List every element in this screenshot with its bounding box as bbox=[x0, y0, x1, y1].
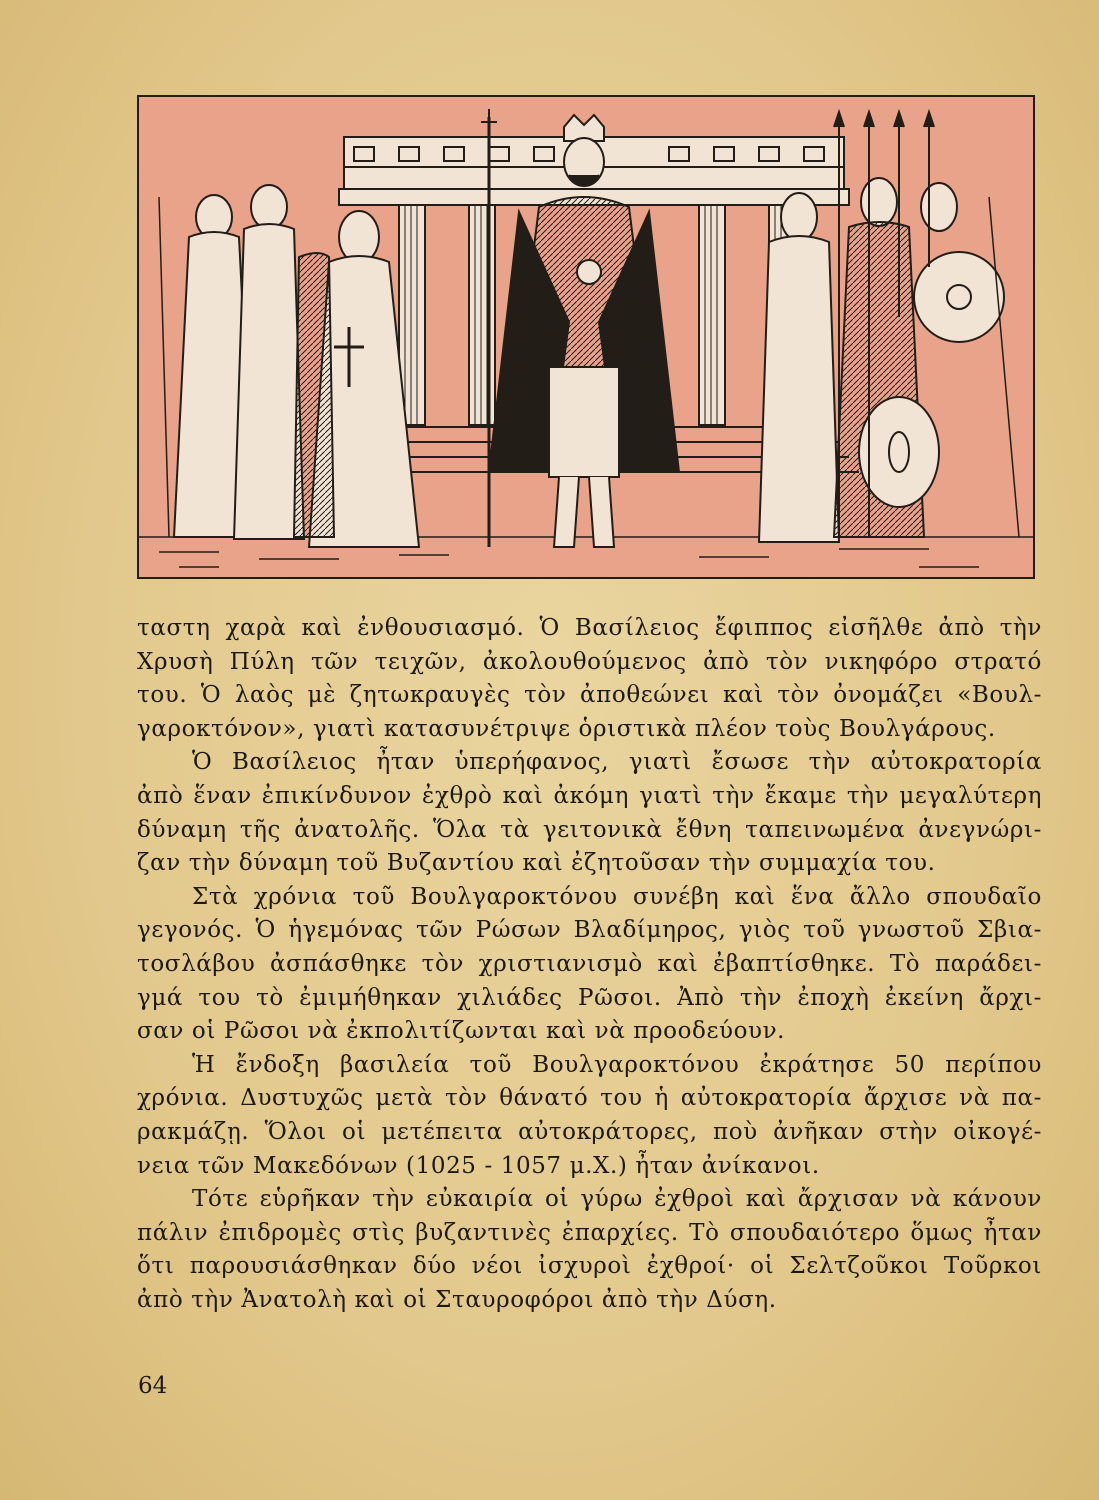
text-line: σαν οἱ Ρῶσοι νὰ ἐκπολιτίζωνται καὶ νὰ προοδεύουν. bbox=[137, 1018, 786, 1045]
text-line: τοσλάβου ἀσπάσθηκε τὸν χριστιανισμὸ καὶ ἐβαπτίσθηκε. Τὸ παράδει- bbox=[137, 950, 1042, 977]
text-line: Ὁ Βασίλειος ἦταν ὑπερήφανος, γιατὶ ἔσωσε τὴν αὐτοκρατορία bbox=[192, 749, 1042, 776]
text-line: ἀπὸ ἕναν ἐπικίνδυνον ἐχθρὸ καὶ ἀκόμη γιατὶ τὴν ἔκαμε τὴν μεγαλύτερη bbox=[137, 782, 1042, 809]
illustration-emperor-entry bbox=[137, 95, 1035, 579]
paragraph bbox=[137, 746, 1042, 880]
text-line: Ἡ ἔνδοξη βασιλεία τοῦ Βουλγαροκτόνου ἐκράτησε 50 περίπου bbox=[192, 1051, 1042, 1078]
text-line: ταστη χαρὰ καὶ ἐνθουσιασμό. Ὁ Βασίλειος ἔφιππος εἰσῆλθε ἀπὸ τὴν bbox=[137, 615, 1042, 641]
page-number: 64 bbox=[138, 1373, 168, 1399]
paragraph bbox=[137, 881, 1042, 1049]
text-line: ὅτι παρουσιάσθηκαν δύο νέοι ἰσχυροὶ ἐχθροί· οἱ Σελτζοῦκοι Τοῦρκοι bbox=[137, 1253, 1042, 1280]
text-line: πάλιν ἐπιδρομὲς στὶς βυζαντινὲς ἐπαρχίες. Τὸ σπουδαιότερο ὅμως ἦταν bbox=[137, 1219, 1042, 1246]
text-line: δύναμη τῆς ἀνατολῆς. Ὅλα τὰ γειτονικὰ ἔθνη ταπεινωμένα ἀνεγνώρι- bbox=[137, 816, 1042, 843]
text-line: του. Ὁ λαὸς μὲ ζητωκραυγὲς τὸν ἀποθεώνει καὶ τὸν ὀνομάζει «Βουλ- bbox=[137, 682, 1042, 709]
text-line: ἀπὸ τὴν Ἀνατολὴ καὶ οἱ Σταυροφόροι ἀπὸ τὴν Δύση. bbox=[137, 1286, 777, 1313]
text-line: χρόνια. Δυστυχῶς μετὰ τὸν θάνατό του ἡ αὐτοκρατορία ἄρχισε νὰ πα- bbox=[137, 1085, 1042, 1112]
paragraph bbox=[137, 1049, 1042, 1183]
text-line: νεια τῶν Μακεδόνων (1025 - 1057 μ.Χ.) ἦταν ἀνίκανοι. bbox=[137, 1152, 820, 1179]
body-text bbox=[137, 612, 1042, 1317]
paragraph bbox=[137, 1183, 1042, 1317]
emperor-entering-city-illustration bbox=[139, 97, 1033, 577]
paragraph bbox=[137, 612, 1042, 746]
text-line: γμά του τὸ ἐμιμήθηκαν χιλιάδες Ρῶσοι. Ἀπὸ τὴν ἐποχὴ ἐκείνη ἄρχι- bbox=[137, 984, 1042, 1011]
text-line: ζαν τὴν δύναμη τοῦ Βυζαντίου καὶ ἐζητοῦσαν τὴν συμμαχία του. bbox=[137, 850, 936, 877]
text-line: Τότε εὑρῆκαν τὴν εὐκαιρία οἱ γύρω ἐχθροὶ καὶ ἄρχισαν νὰ κάνουν bbox=[192, 1186, 1042, 1213]
text-line: γαροκτόνον», γιατὶ κατασυνέτριψε ὁριστικὰ πλέον τοὺς Βουλγάρους. bbox=[137, 715, 996, 742]
text-line: Στὰ χρόνια τοῦ Βουλγαροκτόνου συνέβη καὶ ἕνα ἄλλο σπουδαῖο bbox=[192, 883, 1042, 910]
text-line: Χρυσὴ Πύλη τῶν τειχῶν, ἀκολουθούμενος ἀπὸ τὸν νικηφόρο στρατό bbox=[137, 648, 1042, 675]
text-line: ρακμάζῃ. Ὅλοι οἱ μετέπειτα αὐτοκράτορες, ποὺ ἀνῆκαν στὴν οἰκογέ- bbox=[137, 1118, 1042, 1145]
text-line: γεγονός. Ὁ ἡγεμόνας τῶν Ρώσων Βλαδίμηρος, γιὸς τοῦ γνωστοῦ Σβια- bbox=[137, 917, 1042, 944]
